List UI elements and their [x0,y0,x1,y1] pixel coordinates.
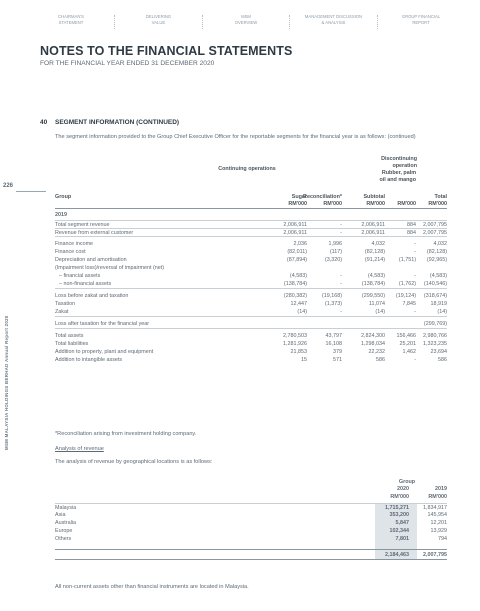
row-value: 2,007,795 [423,222,447,228]
row-value-2019: 12,201 [430,520,447,526]
row-value: 4,032 [371,241,385,247]
sidebar-label: MSM MALAYSIA HOLDINGS BERHAD Annual Report 2020 [4,315,9,450]
table-row [55,535,447,543]
col-reconciliation: Reconciliation* [303,194,342,200]
discontinuing-sub-header: Rubber, palm oil and mango [379,170,416,183]
page-title: NOTES TO THE FINANCIAL STATEMENTS [40,44,293,58]
row-value-2020: 102,344 [389,528,409,534]
row-value-2019: 145,954 [427,512,447,518]
row-value: (4,583) [429,273,447,279]
table-row [55,503,447,511]
row-value: (87,894) [286,257,307,263]
geo-year-2019: 2019 [435,486,447,492]
geo-year-2020: 2020 [397,486,409,492]
row-value: (82,128) [364,249,385,255]
row-value: (14) [375,309,385,315]
row-value: (82,011) [287,249,307,255]
row-value: - [414,357,416,363]
reconciliation-footnote: *Reconciliation arising from investment holding company. [55,431,197,437]
geo-unit-2020: RM'000 [390,494,409,500]
row-value: 2,780,503 [283,333,307,339]
row-value: (280,382) [283,293,307,299]
row-value: (19,124) [395,293,416,299]
row-value: 43,797 [325,333,342,339]
table-row [55,220,447,228]
row-value: 2,006,911 [283,222,307,228]
unit-reconciliation: RM'000 [323,201,342,207]
row-value: 7,845 [402,301,416,307]
table-row [55,248,447,256]
row-value: - [340,273,342,279]
row-value: 156,466 [396,333,416,339]
row-label: Addition to property, plant and equipment [55,349,154,355]
nav-management-discussion[interactable]: MANAGEMENT DISCUSSION & ANALYSIS [304,14,363,25]
geo-unit-2019: RM'000 [428,494,447,500]
row-value: (318,674) [423,293,447,299]
unit-sugar: RM'000 [288,201,307,207]
row-value: 4,032 [433,241,447,247]
row-value: - [414,273,416,279]
row-value: 23,694 [430,349,447,355]
row-value: - [340,222,342,228]
row-value: (138,784) [361,281,385,287]
row-label: Zakat [55,309,69,315]
nav-chairmans-statement[interactable]: CHAIRMAN'S STATEMENT [58,14,84,25]
row-value: 2,006,911 [361,222,385,228]
row-label: Finance cost [55,249,86,255]
table-row [55,228,447,236]
geo-total-2019: 2,007,795 [423,552,447,558]
row-value: (4,583) [367,273,385,279]
table-row [55,280,447,288]
row-label: Loss after taxation for the financial year [55,321,150,327]
row-value: 586 [376,357,385,363]
row-label: Total liabilities [55,341,89,347]
row-value: (1,751) [398,257,416,263]
top-navigation [40,14,452,34]
row-value: (4,583) [289,273,307,279]
nav-divider [202,15,203,29]
section-title: SEGMENT INFORMATION (CONTINUED) [55,119,180,126]
geo-group-header [55,478,447,486]
row-value: (117) [329,249,342,255]
group-label: Group [55,194,72,200]
row-value: (299,769) [423,321,447,327]
row-value: (299,550) [361,293,385,299]
row-value: 21,853 [290,349,307,355]
row-value: - [340,309,342,315]
row-label: Asia [55,512,66,518]
row-value: (1,762) [398,281,416,287]
table-row [55,300,447,308]
unit-total: RM'000 [428,201,447,207]
unit-subtotal: RM'000 [366,201,385,207]
row-value: 25,201 [399,341,416,347]
table-row [55,356,447,364]
nav-divider [114,15,115,29]
table-row [55,340,447,348]
row-value: 2,980,766 [423,333,447,339]
row-label: Finance income [55,241,94,247]
row-value: 12,447 [290,301,307,307]
row-value: (3,320) [324,257,342,263]
section-intro: The segment information provided to the Group Chief Executive Officer for the reportable segments for the financial year is as follows: (continued) [55,134,416,140]
continuing-operations-header: Continuing operations [218,166,276,172]
row-value-2019: 794 [438,536,447,542]
row-value: 11,074 [368,301,385,307]
row-label: Addition to intangible assets [55,357,123,363]
row-label: Total assets [55,333,84,339]
geo-unit-header [55,493,447,503]
row-label: Revenue from external customer [55,230,134,236]
row-value: 2,036 [293,241,307,247]
row-value: (82,128) [426,249,447,255]
row-value: 18,919 [430,301,447,307]
row-label: Europe [55,528,73,534]
row-value: (92,965) [426,257,447,263]
geo-rows [55,503,447,560]
row-value: 2,006,911 [361,230,385,236]
row-value: 2,824,300 [361,333,385,339]
segment-table [55,156,447,364]
page-number-rule [16,191,46,192]
row-value: 1,323,235 [423,341,447,347]
row-label: Taxation [55,301,76,307]
row-value: (1,373) [324,301,342,307]
row-value: 571 [333,357,342,363]
section-heading [40,119,179,126]
row-value: 1,996 [328,241,342,247]
row-value: - [340,281,342,287]
closing-note: All non-current assets other than financial instruments are located in Malaysia. [55,584,249,590]
row-value: (140,546) [423,281,447,287]
col-sugar: Sugar [291,194,307,200]
row-value: (19,168) [321,293,342,299]
page-subtitle: FOR THE FINANCIAL YEAR ENDED 31 DECEMBER 2020 [40,60,215,67]
sidebar-report-name [4,210,16,450]
segment-table-header [55,156,447,208]
row-value: 884 [407,230,416,236]
discontinuing-operation-header: Discontinuing operation [381,156,417,169]
row-value-2020: 7,801 [395,536,409,542]
table-row [55,308,447,316]
row-value: 884 [407,222,416,228]
row-label: Depreciation and amortisation [55,257,127,263]
nav-delivering-value[interactable]: DELIVERING VALUE [145,14,172,25]
row-value: - [414,249,416,255]
row-value: 15 [301,357,307,363]
section-number: 40 [40,119,48,126]
table-row [55,511,447,519]
row-value: (14) [437,309,447,315]
row-label: Total segment revenue [55,222,110,228]
row-value-2019: 13,929 [430,528,447,534]
table-row [55,332,447,340]
nav-divider [377,15,378,29]
segment-rows [55,220,447,364]
row-value-2020: 5,847 [395,520,409,526]
col-subtotal: Subtotal [363,194,385,200]
geo-group-label: Group [398,479,416,485]
row-label: (Impairment loss)/reversal of impairment (net) [55,265,165,271]
row-value: - [414,309,416,315]
row-value: (14) [297,309,307,315]
row-value: 2,007,795 [423,230,447,236]
geographic-revenue-table [55,478,447,560]
row-label: – non-financial assets [59,281,112,287]
row-label: Malaysia [55,505,77,511]
table-row [55,348,447,356]
row-value: (138,784) [283,281,307,287]
table-row [55,240,447,248]
row-value: 2,006,911 [283,230,307,236]
geo-year-header [55,486,447,493]
nav-msm-overview[interactable]: MSM OVERVIEW [234,14,258,25]
row-label: – financial assets [59,273,101,279]
row-value-2019: 1,834,917 [423,505,447,511]
analysis-of-revenue-title: Analysis of revenue [55,446,104,452]
col-total: Total [434,194,447,200]
row-value: 586 [438,357,447,363]
table-row [55,256,447,264]
row-value-2020: 1,715,271 [385,505,409,511]
nav-group-financial-report[interactable]: GROUP FINANCIAL REPORT [401,14,441,25]
analysis-intro: The analysis of revenue by geographical locations is as follows: [55,459,213,465]
table-row [55,292,447,300]
row-label: Others [55,536,72,542]
geo-total-2020: 2,184,463 [385,552,409,558]
row-value: (91,214) [364,257,385,263]
table-row [55,527,447,535]
row-value: 379 [333,349,342,355]
row-label: Australia [55,520,76,526]
year-label: 2019 [55,212,67,218]
row-value: 1,462 [402,349,416,355]
row-value: 1,281,926 [283,341,307,347]
geo-total-row [55,549,447,560]
row-value: 1,298,034 [361,341,385,347]
row-value-2020: 353,200 [389,512,409,518]
row-label: Loss before zakat and taxation [55,293,129,299]
nav-divider [289,15,290,29]
page-number: 226 [3,183,14,189]
year-row [55,208,447,220]
row-value: 16,108 [325,341,342,347]
table-row [55,519,447,527]
table-row [55,320,447,328]
row-value: - [340,230,342,236]
row-value: 22,232 [368,349,385,355]
unit-discontinuing: RM'000 [397,201,416,207]
row-value: - [414,241,416,247]
table-row [55,272,447,280]
table-row [55,264,447,272]
